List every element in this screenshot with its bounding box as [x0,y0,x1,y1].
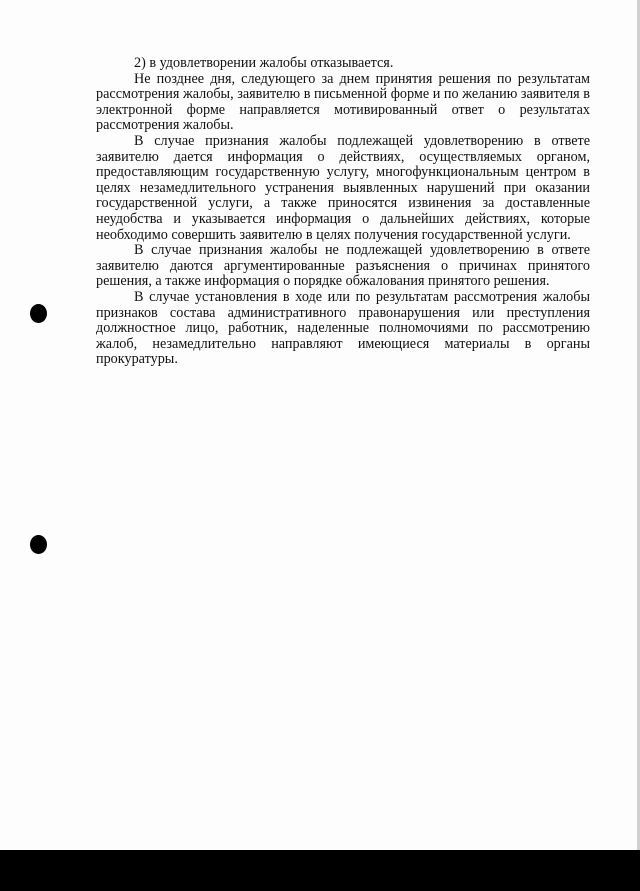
paragraph-refusal: 2) в удовлетворении жалобы отказывается. [134,55,394,71]
paragraph-prosecution-referral: В случае установления в ходе или по результатам рассмотрения жалобы признаков состава административного правонарушения или преступления должностное лицо, работник, наделенные полномочиями по рассмотрению жалоб, незамедлительно направляют имеющиеся материалы в органы прокуратуры. [96,288,590,368]
scan-bottom-border [0,850,640,891]
paragraph-response-deadline: Не позднее дня, следующего за днем принятия решения по результатам рассмотрения жалобы, заявителю в письменной форме и по желанию заявителя в электронной форме направляется мотивированный ответ о результатах рассмотрения жалобы. [96,70,590,134]
paragraph-complaint-rejected: В случае признания жалобы не подлежащей удовлетворению в ответе заявителю даются аргументированные разъяснения о причинах принятого решения, а также информация о порядке обжалования принятого решения. [96,242,590,290]
punch-hole-mark [30,304,47,323]
punch-hole-mark [30,535,47,554]
paragraph-complaint-satisfied: В случае признания жалобы подлежащей удовлетворению в ответе заявителю дается информация о действиях, осуществляемых органом, предоставляющим государственную услугу, многофункциональным центром в целях незамедлительного устранения выявленных нарушений при оказании государственной услуги, а также приносятся извинения за доставленные неудобства и указывается информация о дальнейших действиях, которые необходимо совершить заявителю в целях получения государственной услуги. [96,132,590,243]
document-body [96,56,590,368]
